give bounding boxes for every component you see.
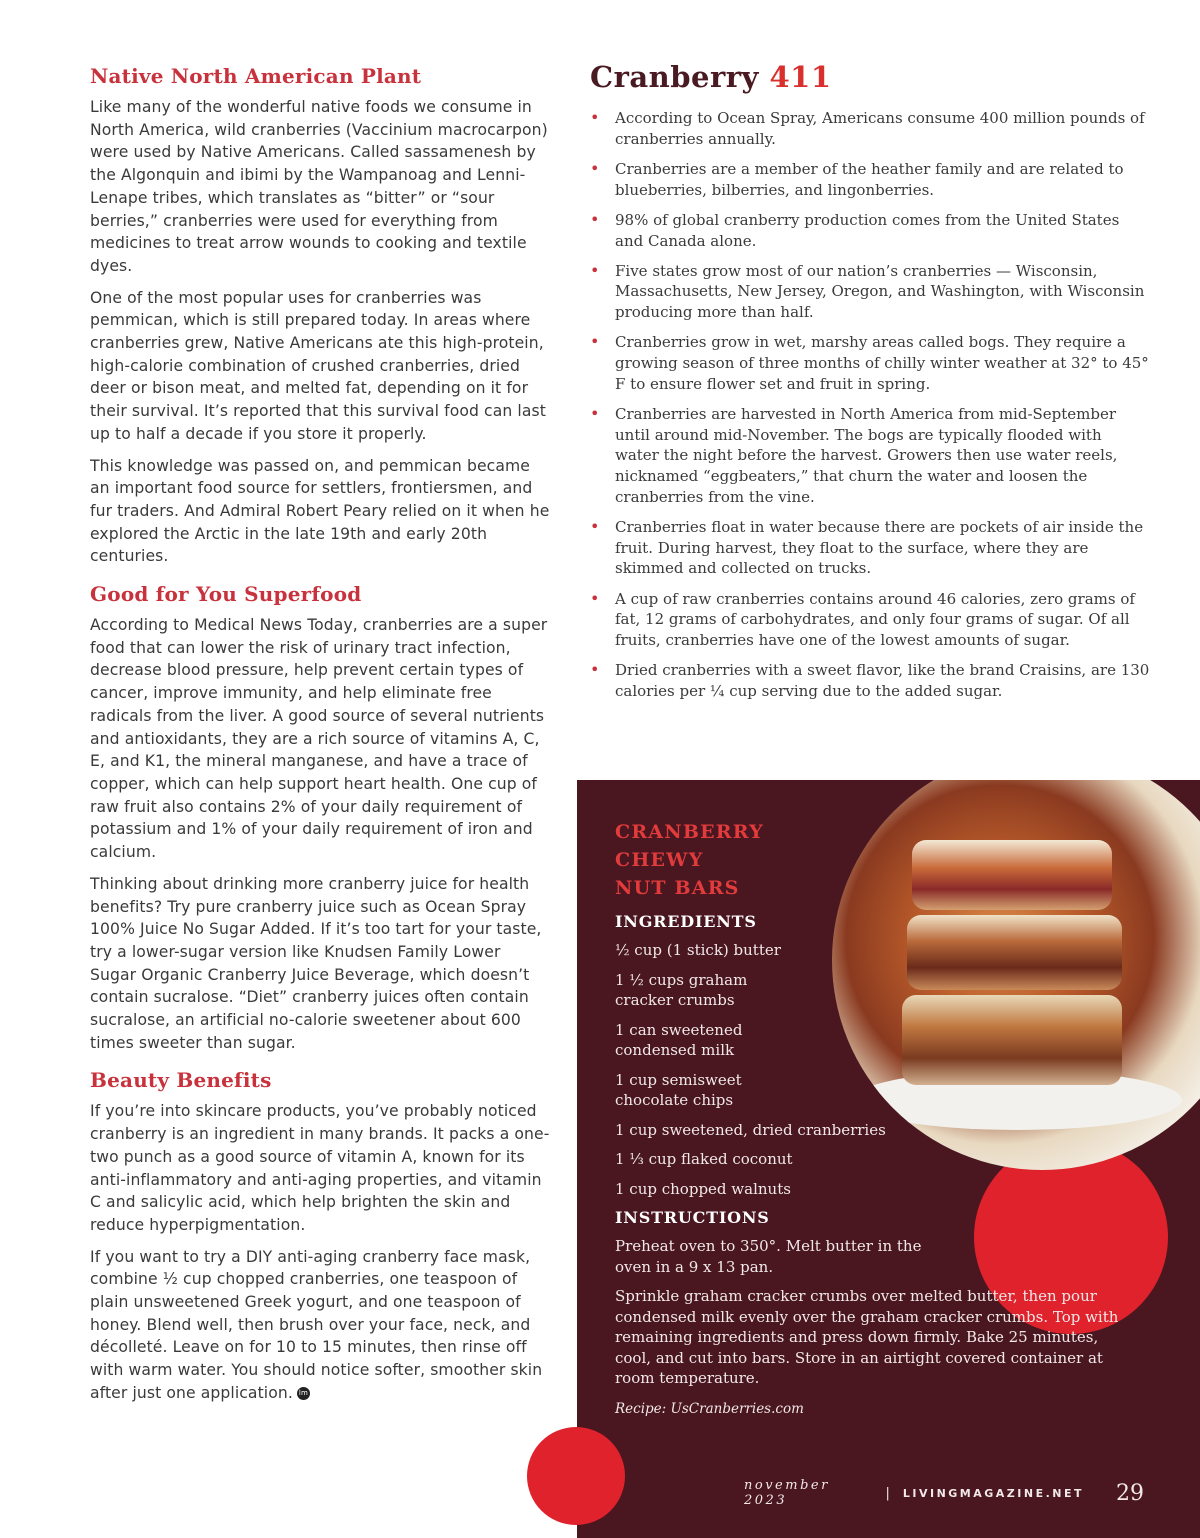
facts-column [590,60,1150,711]
decorative-circle [527,1427,625,1525]
section-heading-native: Native North American Plant [90,64,422,88]
ingredients-heading: INGREDIENTS [615,912,757,931]
ingredient-item: 1 ⅓ cup flaked coconut [615,1150,793,1168]
paragraph: Like many of the wonderful native foods we consume in North America, wild cranberries (Vaccinium macrocarpon) were used by Native Americans. Called sassamenesh by the Algonquin and ibimi by the Wampanoag and Lenni-Lenape tribes, which translates as “bitter” or “sour berries,” cranberries were used for everything from medicines to treat arrow wounds to cooking and textile dyes. [90,98,548,275]
list-item: • Cranberries are harvested in North America from mid-September until around mid-November. The bogs are typically flooded with water the night before the harvest. Growers then use water reels, nicknamed “eggbeaters,” that churn the water and loosen the cranberries from the vine. [590,404,1150,508]
recipe-title [615,818,1135,902]
instruction-step: Sprinkle graham cracker crumbs over melted butter, then pour condensed milk evenly over the graham cracker crumbs. Top with remaining ingredients and press down firmly. Bake 25 minutes, cool, and cut into bars. Store in an airtight covered container at room temperature. [615,1287,1119,1387]
list-item: • Dried cranberries with a sweet flavor, like the brand Craisins, are 130 calories per ¼ cup serving due to the added sugar. [590,660,1150,701]
page-footer [744,1478,1144,1508]
ingredient-item: 1 cup semisweet chocolate chips [615,1070,742,1109]
footer-separator: | [885,1485,890,1501]
list-item: • Cranberries grow in wet, marshy areas called bogs. They require a growing season of three months of chilly winter weather at 32° to 45° F to ensure flower set and fruit in spring. [590,332,1150,394]
recipe-title-line: CHEWY [615,849,704,871]
ingredients-list [615,940,1135,1199]
issue-date: november 2023 [744,1478,830,1508]
recipe-credit: Recipe: UsCranberries.com [615,1400,804,1417]
recipe-title-line: CRANBERRY [615,821,764,843]
facts-list [590,108,1150,702]
list-item: • Cranberries float in water because there are pockets of air inside the fruit. During harvest, they float to the surface, where they are skimmed and collected on trucks. [590,517,1150,579]
paragraph: According to Medical News Today, cranberries are a super food that can lower the risk of urinary tract infection, decrease blood pressure, help prevent certain types of cancer, improve immunity, and help eliminate free radicals from the liver. A good source of several nutrients and antioxidants, they are a rich source of vitamins A, C, E, and K1, the mineral manganese, and have a trace of copper, which can help support heart health. One cup of raw fruit also contains 2% of your daily requirement of potassium and 1% of your daily requirement of iron and calcium. [90,616,548,862]
title-main: Cranberry [590,60,759,94]
ingredient-item: 1 can sweetened condensed milk [615,1020,743,1059]
ingredient-item: ½ cup (1 stick) butter [615,941,781,959]
list-item: • 98% of global cranberry production comes from the United States and Canada alone. [590,210,1150,251]
recipe-text [615,818,1135,1417]
list-item: • According to Ocean Spray, Americans consume 400 million pounds of cranberries annually. [590,108,1150,149]
page-title [590,60,1150,94]
end-mark-icon: lm [297,1387,310,1400]
list-item: • Five states grow most of our nation’s cranberries — Wisconsin, Massachusetts, New Jersey, Oregon, and Washington, with Wisconsin producing more than half. [590,261,1150,323]
paragraph-text: If you want to try a DIY anti-aging cranberry face mask, combine ½ cup chopped cranberries, one teaspoon of plain unsweetened Greek yogurt, and one teaspoon of honey. Blend well, then brush over your face, neck, and décolleté. Leave on for 10 to 15 minutes, then rinse off with warm water. You should notice softer, smoother skin after just one application. [90,1247,543,1402]
site-name: LIVINGMAGAZINE.NET [902,1486,1084,1500]
paragraph: One of the most popular uses for cranberries was pemmican, which is still prepared today. In areas where cranberries grew, Native Americans ate this high-protein, high-calorie combination of crushed cranberries, dried deer or bison meat, and melted fat, depending on it for their survival. It’s reported that this survival food can last up to half a decade if you store it properly. [90,288,546,443]
recipe-panel [577,780,1200,1538]
paragraph-last [90,1246,550,1405]
instructions-heading: INSTRUCTIONS [615,1208,770,1227]
ingredient-item: 1 ½ cups graham cracker crumbs [615,970,748,1009]
list-item: • Cranberries are a member of the heather family and are related to blueberries, bilberries, and lingonberries. [590,159,1150,200]
article-left-column [90,64,550,1414]
list-item: • A cup of raw cranberries contains around 46 calories, zero grams of fat, 12 grams of carbohydrates, and only four grams of sugar. Of all fruits, cranberries have one of the lowest amounts of sugar. [590,589,1150,651]
page-number: 29 [1116,1480,1144,1506]
instruction-step: Preheat oven to 350°. Melt butter in the oven in a 9 x 13 pan. [615,1237,922,1276]
title-accent: 411 [769,60,832,94]
paragraph: If you’re into skincare products, you’ve probably noticed cranberry is an ingredient in many brands. It packs a one-two punch as a good source of vitamin A, known for its anti-inflammatory and anti-aging properties, and vitamin C and salicylic acid, which help brighten the skin and reduce hyperpigmentation. [90,1102,550,1234]
recipe-title-line: NUT BARS [615,877,740,899]
section-heading-superfood: Good for You Superfood [90,582,362,607]
ingredient-item: 1 cup sweetened, dried cranberries [615,1120,886,1139]
ingredient-item: 1 cup chopped walnuts [615,1179,791,1198]
paragraph: Thinking about drinking more cranberry juice for health benefits? Try pure cranberry juice such as Ocean Spray 100% Juice No Sugar Added. If it’s too tart for your taste, try a lower-sugar version like Knudsen Family Lower Sugar Organic Cranberry Juice Beverage, which doesn’t contain sucralose. “Diet” cranberry juices often contain sucralose, an artificial no-calorie sweetener about 600 times sweeter than sugar. [90,874,542,1052]
section-heading-beauty: Beauty Benefits [90,1068,272,1093]
paragraph: This knowledge was passed on, and pemmican became an important food source for settlers, frontiersmen, and fur traders. And Admiral Robert Peary relied on it when he explored the Arctic in the late 19th and early 20th centuries. [90,456,550,566]
